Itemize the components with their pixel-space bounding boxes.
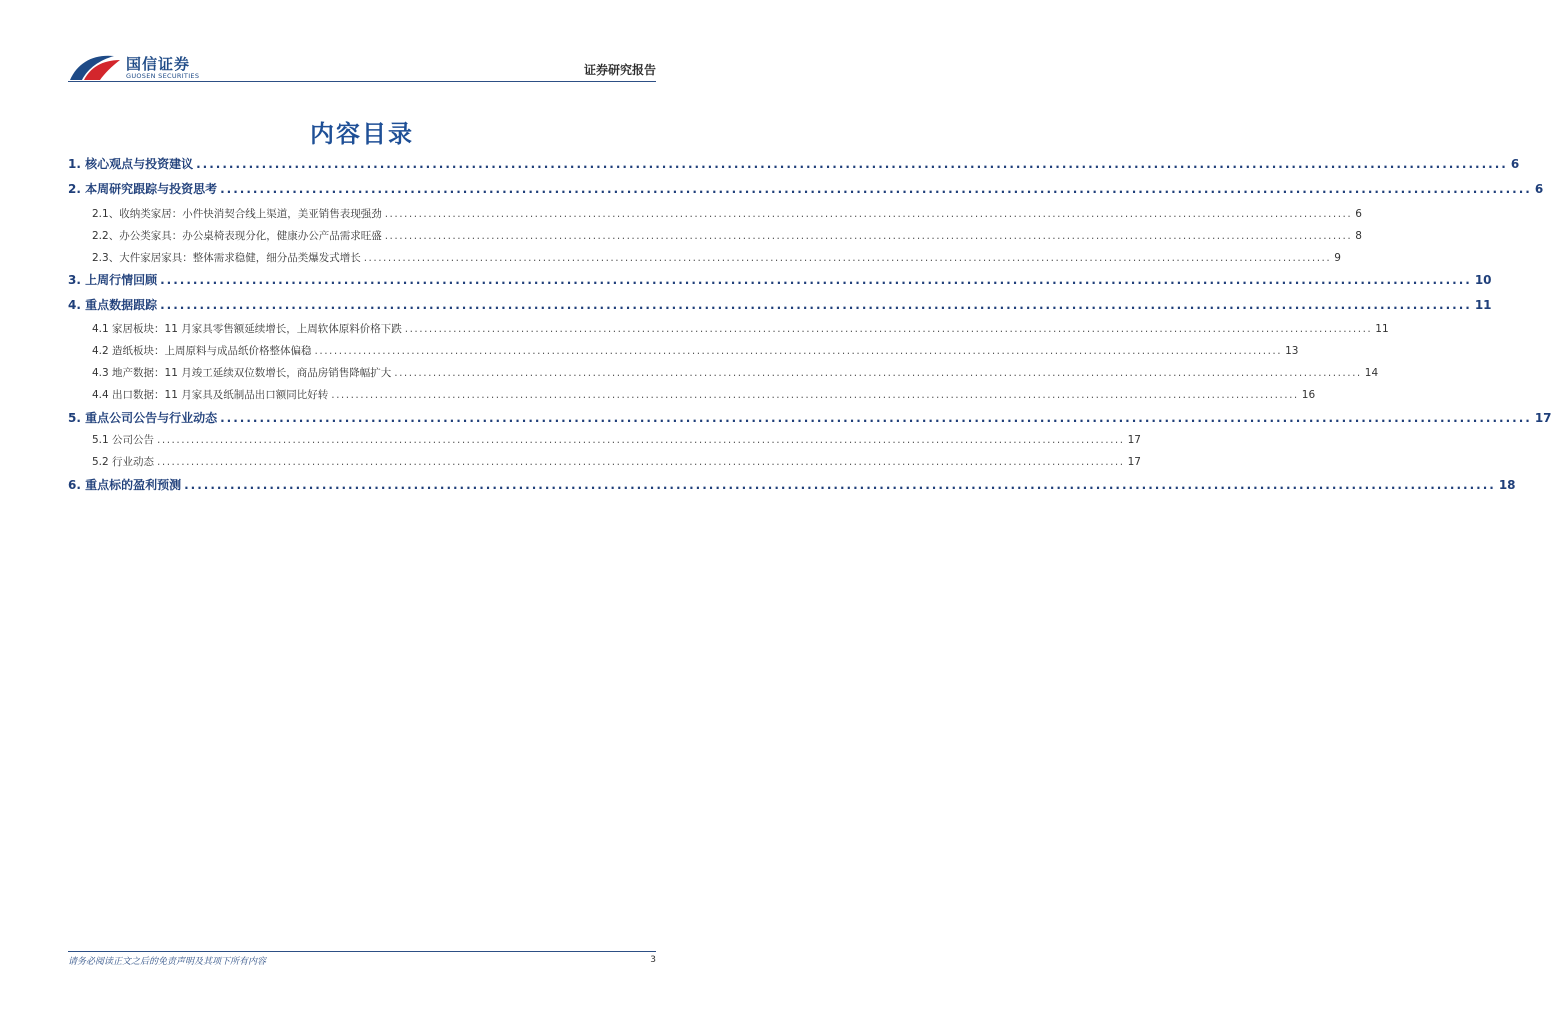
- toc-leader-dots: ........................................................................................................................................................................................................: [220, 411, 1532, 425]
- toc-entry-label: 4.2 造纸板块：上周原料与成品纸价格整体偏稳: [92, 345, 312, 357]
- toc-entry[interactable]: [68, 321, 1389, 336]
- toc-leader-dots: ........................................................................................................................................................................................................: [157, 456, 1125, 468]
- toc-entry-label: 2. 本周研究跟踪与投资思考: [68, 182, 218, 196]
- page-number: 3: [650, 955, 656, 965]
- toc-entry-page: 16: [1301, 389, 1316, 401]
- toc-entry-label: 2.2、办公类家具：办公桌椅表现分化，健康办公产品需求旺盛: [92, 230, 382, 242]
- toc-leader-dots: ........................................................................................................................................................................................................: [160, 298, 1472, 312]
- toc-entry-page: 11: [1474, 298, 1492, 312]
- toc-entry-page: 17: [1534, 411, 1552, 425]
- page-header: [0, 0, 724, 90]
- toc-entry-page: 6: [1510, 157, 1520, 171]
- toc-leader-dots: ........................................................................................................................................................................................................: [314, 345, 1283, 357]
- toc-entry-label: 6. 重点标的盈利预测: [68, 478, 182, 492]
- toc-entry-label: 4.4 出口数据：11 月家具及纸制品出口额同比好转: [92, 389, 329, 401]
- toc-entry[interactable]: [68, 409, 1552, 426]
- toc-entry[interactable]: [68, 271, 1492, 288]
- toc-entry-page: 18: [1498, 478, 1516, 492]
- toc-entry-label: 2.3、大件家居家具：整体需求稳健，细分品类爆发式增长: [92, 252, 361, 264]
- toc-leader-dots: ........................................................................................................................................................................................................: [157, 434, 1125, 446]
- guosen-logo-icon: [68, 50, 122, 84]
- toc-entry[interactable]: [68, 343, 1299, 358]
- toc-leader-dots: ........................................................................................................................................................................................................: [196, 157, 1508, 171]
- toc-entry-label: 5.2 行业动态: [92, 456, 155, 468]
- toc-entry-label: 2.1、收纳类家居：小件快消契合线上渠道，美亚销售表现强劲: [92, 208, 382, 220]
- toc-entry-page: 14: [1364, 367, 1379, 379]
- toc-entry-page: 9: [1334, 252, 1341, 264]
- toc-entry-label: 3. 上周行情回顾: [68, 273, 158, 287]
- toc-leader-dots: ........................................................................................................................................................................................................: [331, 389, 1299, 401]
- toc-leader-dots: ........................................................................................................................................................................................................: [384, 208, 1353, 220]
- toc-entry-page: 6: [1534, 182, 1544, 196]
- toc-entry-label: 4. 重点数据跟踪: [68, 298, 158, 312]
- toc-entry[interactable]: [68, 454, 1141, 469]
- toc-entry-label: 4.1 家居板块：11 月家具零售额延续增长，上周软体原料价格下跌: [92, 323, 402, 335]
- toc-entry[interactable]: [68, 387, 1316, 402]
- toc-entry[interactable]: [68, 296, 1492, 313]
- toc-entry[interactable]: [68, 250, 1341, 265]
- toc-entry-label: 4.3 地产数据：11 月竣工延续双位数增长，商品房销售降幅扩大: [92, 367, 392, 379]
- toc-entry[interactable]: [68, 476, 1516, 493]
- footer-divider: [68, 951, 656, 952]
- toc-entry[interactable]: [68, 180, 1544, 197]
- toc-entry[interactable]: [68, 155, 1520, 172]
- footer-disclaimer: 请务必阅读正文之后的免责声明及其项下所有内容: [68, 957, 267, 967]
- toc-leader-dots: ........................................................................................................................................................................................................: [384, 230, 1353, 242]
- toc-entry-page: 10: [1474, 273, 1492, 287]
- toc-entry-label: 1. 核心观点与投资建议: [68, 157, 194, 171]
- toc-entry[interactable]: [68, 206, 1362, 221]
- toc-entry-label: 5.1 公司公告: [92, 434, 155, 446]
- report-type-label: 证券研究报告: [583, 63, 656, 77]
- toc-leader-dots: ........................................................................................................................................................................................................: [394, 367, 1362, 379]
- brand-name-cn: 国信证券: [126, 55, 191, 73]
- toc-leader-dots: ........................................................................................................................................................................................................: [184, 478, 1496, 492]
- toc-entry-page: 17: [1127, 434, 1141, 446]
- toc-leader-dots: ........................................................................................................................................................................................................: [220, 182, 1532, 196]
- header-divider: [68, 81, 656, 82]
- brand-name-en: GUOSEN SECURITIES: [126, 72, 200, 80]
- toc-entry[interactable]: [68, 432, 1141, 447]
- toc-entry-page: 8: [1355, 230, 1362, 242]
- toc-entry[interactable]: [68, 228, 1362, 243]
- toc-entry[interactable]: [68, 365, 1379, 380]
- toc-entry-page: 13: [1285, 345, 1299, 357]
- toc-entry-page: 17: [1127, 456, 1141, 468]
- toc-entry-page: 6: [1355, 208, 1362, 220]
- toc-entry-page: 11: [1375, 323, 1389, 335]
- toc-leader-dots: ........................................................................................................................................................................................................: [404, 323, 1373, 335]
- toc-entry-label: 5. 重点公司公告与行业动态: [68, 411, 218, 425]
- toc-leader-dots: ........................................................................................................................................................................................................: [160, 273, 1472, 287]
- toc-title: 内容目录: [310, 120, 414, 148]
- toc-leader-dots: ........................................................................................................................................................................................................: [363, 252, 1332, 264]
